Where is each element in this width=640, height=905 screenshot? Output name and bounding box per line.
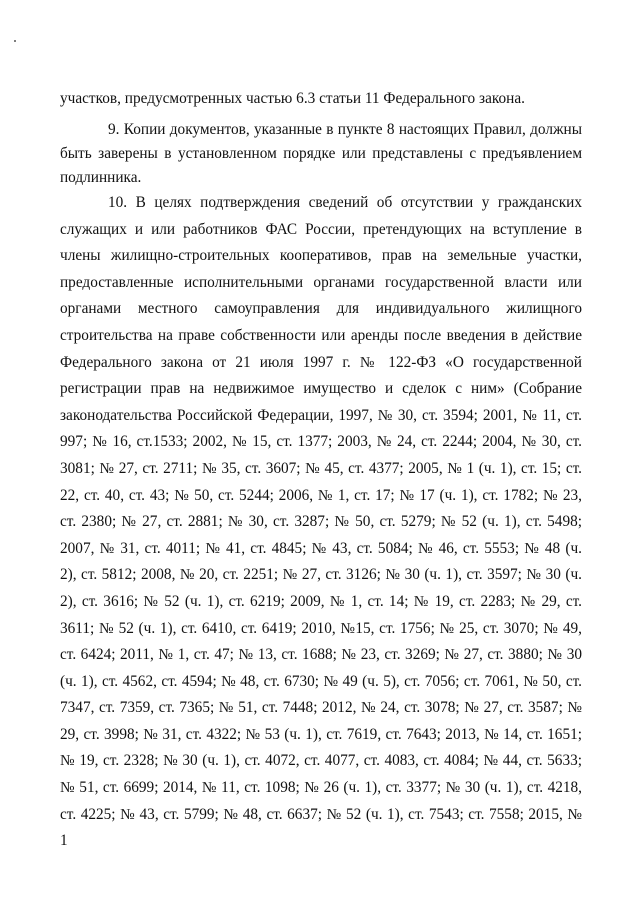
continued-line: участков, предусмотренных частью 6.3 статьи 11 Федерального закона. — [60, 90, 525, 107]
paragraph-9: 9. Копии документов, указанные в пункте 8 настоящих Правил, должны быть заверены в установленном порядке или представлены с предъявлением подлинника. — [60, 121, 582, 186]
paragraph-10: 10. В целях подтверждения сведений об отсутствии у гражданских служащих и или работников ФАС России, претендующих на вступление в члены жилищно-строительных кооперативов, прав на земельные участки, предоставленные исполнительными органами государственной власти или органами местного самоуправления для индивидуального жилищного строительства на праве собственности или аренды после введения в действие Федерального закона от 21 июля 1997 г. № 122-ФЗ «О государственной регистрации прав на недвижимое имущество и сделок с ним» (Собрание законодательства Российской Федерации, 1997, № 30, ст. 3594; 2001, № 11, ст. 997; № 16, ст.1533; 2002, № 15, ст. 1377; 2003, № 24, ст. 2244; 2004, № 30, ст. 3081; № 27, ст. 2711; № 35, ст. 3607; № 45, ст. 4377; 2005, № 1 (ч. 1), ст. 15; ст. 22, ст. 40, ст. 43; № 50, ст. 5244; 2006, № 1, ст. 17; № 17 (ч. 1), ст. 1782; № 23, ст. 2380; № 27, ст. 2881; № 30, ст. 3287; № 50, ст. 5279; № 52 (ч. 1), ст. 5498; 2007, № 31, ст. 4011; № 41, ст. 4845; № 43, ст. 5084; № 46, ст. 5553; № 48 (ч. 2), ст. 5812; 2008, № 20, ст. 2251; № 27, ст. 3126; № 30 (ч. 1), ст. 3597; № 30 (ч. 2), ст. 3616; № 52 (ч. 1), ст. 6219; 2009, № 1, ст. 14; № 19, ст. 2283; № 29, ст. 3611; № 52 (ч. 1), ст. 6410, ст. 6419; 2010, №15, ст. 1756; № 25, ст. 3070; № 49, ст. 6424; 2011, № 1, ст. 47; № 13, ст. 1688; № 23, ст. 3269; № 27, ст. 3880; № 30 (ч. 1), ст. 4562, ст. 4594; № 48, ст. 6730; № 49 (ч. 5), ст. 7056; ст. 7061, № 50, ст. 7347, ст. 7359, ст. 7365; № 51, ст. 7448; 2012, № 24, ст. 3078; № 27, ст. 3587; № 29, ст. 3998; № 31, ст. 4322; № 53 (ч. 1), ст. 7619, ст. 7643; 2013, № 14, ст. 1651; № 19, ст. 2328; № 30 (ч. 1), ст. 4072, ст. 4077, ст. 4083, ст. 4084; № 44, ст. 5633; № 51, ст. 6699; 2014, № 11, ст. 1098; № 26 (ч. 1), ст. 3377; № 30 (ч. 1), ст. 4218, ст. 4225; № 43, ст. 5799; № 48, ст. 6637; № 52 (ч. 1), ст. 7543; ст. 7558; 2015, № 1 — [60, 194, 582, 850]
scan-speck — [14, 40, 16, 42]
